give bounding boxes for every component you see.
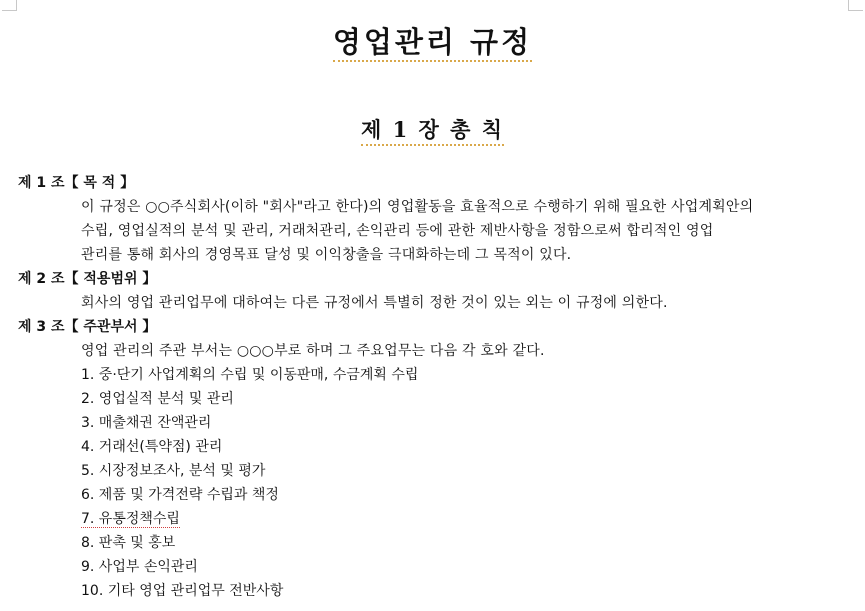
article-3-item-3: 3. 매출채권 잔액관리 (81, 415, 212, 431)
article-3-item-10: 10. 기타 영업 관리업무 전반사항 (81, 583, 284, 599)
article-1-line-1: 이 규정은 ○○주식회사(이하 "회사"라고 한다)의 영업활동을 효율적으로 수행하기 위해 필요한 사업계획안의 (81, 199, 754, 215)
article-1-line-3: 관리를 통해 회사의 경영목표 달성 및 이익창출을 극대화하는데 그 목적이 있다. (81, 247, 572, 263)
article-2-heading: 제 2 조【 적용범위 】 (18, 271, 157, 287)
document-title (0, 20, 865, 61)
article-3-item-1: 1. 중·단기 사업계획의 수립 및 이동판매, 수금계획 수립 (81, 367, 419, 383)
article-3-heading: 제 3 조【 주관부서 】 (18, 319, 157, 335)
article-3-line-1: 영업 관리의 주관 부서는 ○○○부로 하며 그 주요업무는 다음 각 호와 같다. (81, 343, 545, 359)
article-2-line-1: 회사의 영업 관리업무에 대하여는 다른 규정에서 특별히 정한 것이 있는 외는 이 규정에 의한다. (81, 295, 668, 311)
article-3-item-5: 5. 시장정보조사, 분석 및 평가 (81, 463, 266, 479)
article-3-item-7-text: 7. 유통정책수립 (81, 511, 180, 527)
article-3-item-6: 6. 제품 및 가격전략 수립과 책정 (81, 487, 279, 503)
chapter-heading (0, 114, 865, 144)
document-body (18, 171, 838, 603)
article-1-line-2: 수립, 영업실적의 분석 및 관리, 거래처관리, 손익관리 등에 관한 제반사항을 정함으로써 합리적인 영업 (81, 223, 714, 239)
document-title-text: 영업관리 규정 (333, 25, 532, 62)
chapter-heading-text: 제 1 장 총 칙 (361, 117, 504, 146)
article-3-item-4: 4. 거래선(특약점) 관리 (81, 439, 223, 455)
page-corner-marker-left (2, 0, 17, 11)
article-3-item-9: 9. 사업부 손익관리 (81, 559, 198, 575)
article-3-item-7 (18, 507, 838, 531)
article-1-heading: 제 1 조【 목 적 】 (18, 175, 135, 191)
article-3-item-2: 2. 영업실적 분석 및 관리 (81, 391, 234, 407)
page-corner-marker-right (848, 0, 863, 11)
article-3-item-8: 8. 판촉 및 홍보 (81, 535, 176, 551)
